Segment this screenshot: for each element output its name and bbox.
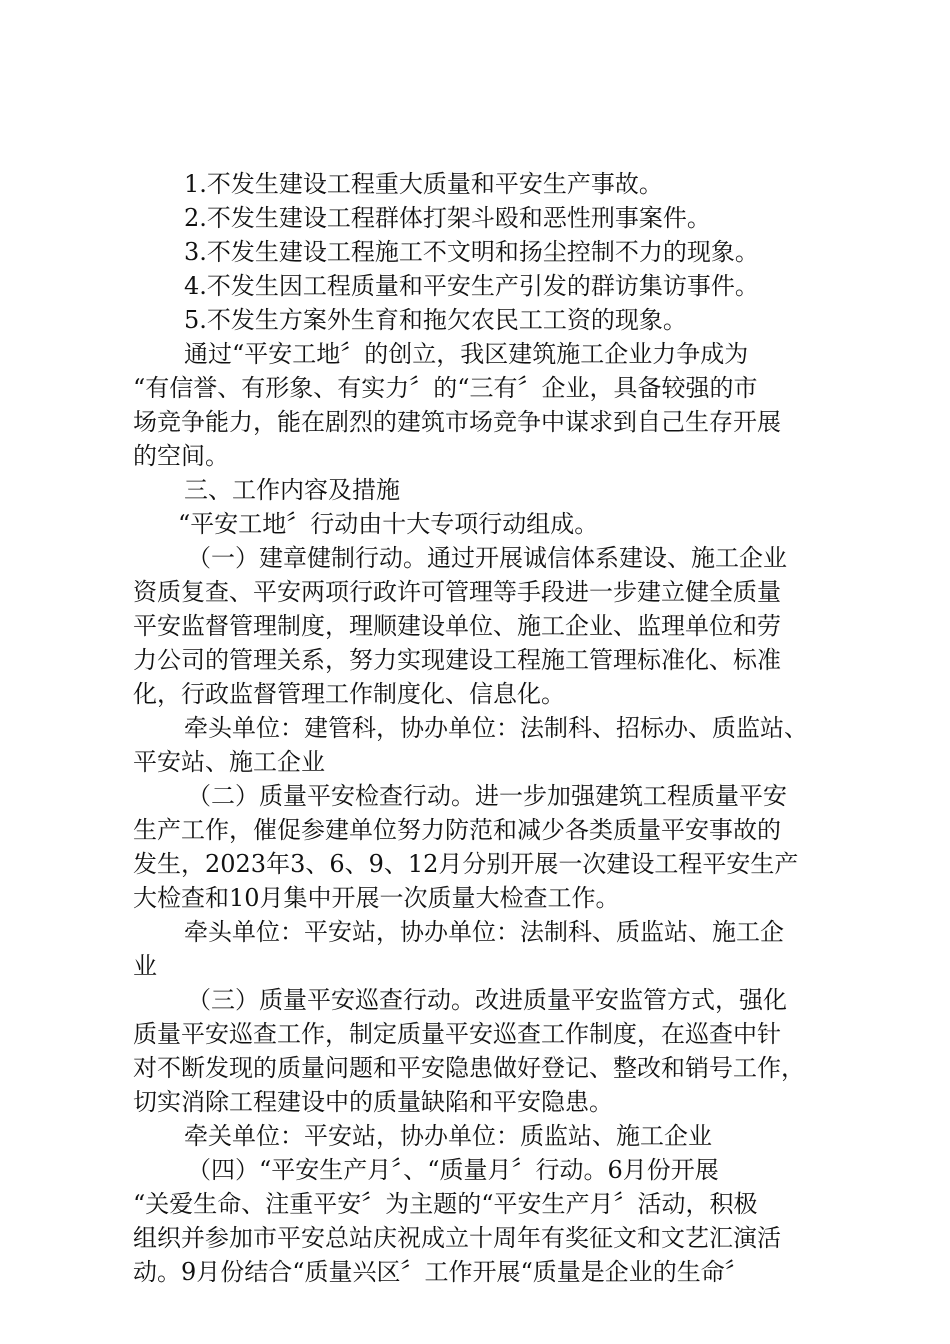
paragraph-line: 平安监督管理制度，理顺建设单位、施工企业、监理单位和劳 [133, 612, 781, 640]
responsible-units-line: 牵头单位：建管科，协办单位：法制科、招标办、质监站、 [184, 714, 808, 742]
section-heading: 三、工作内容及措施 [184, 476, 400, 504]
paragraph-line: 组织并参加市平安总站庆祝成立十周年有奖征文和文艺汇演活 [133, 1224, 781, 1252]
responsible-units-line: 牵头单位：平安站，协办单位：法制科、质监站、施工企 [184, 918, 784, 946]
goal-item-4: 4.不发生因工程质量和平安生产引发的群访集访事件。 [184, 272, 759, 300]
subsection-line: （四）“平安生产月〞、“质量月〞行动。6月份开展 [187, 1156, 719, 1184]
paragraph-line: 的空间。 [133, 442, 229, 470]
paragraph-line: 资质复查、平安两项行政许可管理等手段进一步建立健全质量 [133, 578, 781, 606]
paragraph-line: 发生，2023年3、6、9、12月分别开展一次建设工程平安生产 [133, 850, 799, 878]
goal-item-3: 3.不发生建设工程施工不文明和扬尘控制不力的现象。 [184, 238, 759, 266]
paragraph-line: 力公司的管理关系，努力实现建设工程施工管理标准化、标准 [133, 646, 781, 674]
paragraph-line: 通过“平安工地〞的创立，我区建筑施工企业力争成为 [184, 340, 749, 368]
paragraph-line: 动。9月份结合“质量兴区〞工作开展“质量是企业的生命〞 [133, 1258, 749, 1286]
goal-item-1: 1.不发生建设工程重大质量和平安生产事故。 [184, 170, 663, 198]
paragraph-line: 大检查和10月集中开展一次质量大检查工作。 [133, 884, 620, 912]
responsible-units-line: 牵关单位：平安站，协办单位：质监站、施工企业 [184, 1122, 712, 1150]
paragraph-line: “平安工地〞行动由十大专项行动组成。 [178, 510, 599, 538]
subsection-line: （三）质量平安巡查行动。改进质量平安监管方式，强化 [187, 986, 787, 1014]
subsection-line: （一）建章健制行动。通过开展诚信体系建设、施工企业 [187, 544, 787, 572]
paragraph-line: 平安站、施工企业 [133, 748, 325, 776]
paragraph-line: 化，行政监督管理工作制度化、信息化。 [133, 680, 565, 708]
goal-item-2: 2.不发生建设工程群体打架斗殴和恶性刑事案件。 [184, 204, 711, 232]
paragraph-line: 业 [133, 952, 157, 980]
paragraph-line: 质量平安巡查工作，制定质量平安巡查工作制度，在巡查中针 [133, 1020, 781, 1048]
paragraph-line: “有信誉、有形象、有实力〞的“三有〞企业，具备较强的市 [133, 374, 758, 402]
paragraph-line: 场竞争能力，能在剧烈的建筑市场竞争中谋求到自己生存开展 [133, 408, 781, 436]
paragraph-line: 切实消除工程建设中的质量缺陷和平安隐患。 [133, 1088, 613, 1116]
subsection-line: （二）质量平安检查行动。进一步加强建筑工程质量平安 [187, 782, 787, 810]
document-body [133, 167, 833, 1289]
paragraph-line: “关爱生命、注重平安〞为主题的“平安生产月〞活动，积极 [133, 1190, 758, 1218]
paragraph-line: 生产工作，催促参建单位努力防范和减少各类质量平安事故的 [133, 816, 781, 844]
paragraph-line: 对不断发现的质量问题和平安隐患做好登记、整改和销号工作， [133, 1054, 805, 1082]
goal-item-5: 5.不发生方案外生育和拖欠农民工工资的现象。 [184, 306, 687, 334]
